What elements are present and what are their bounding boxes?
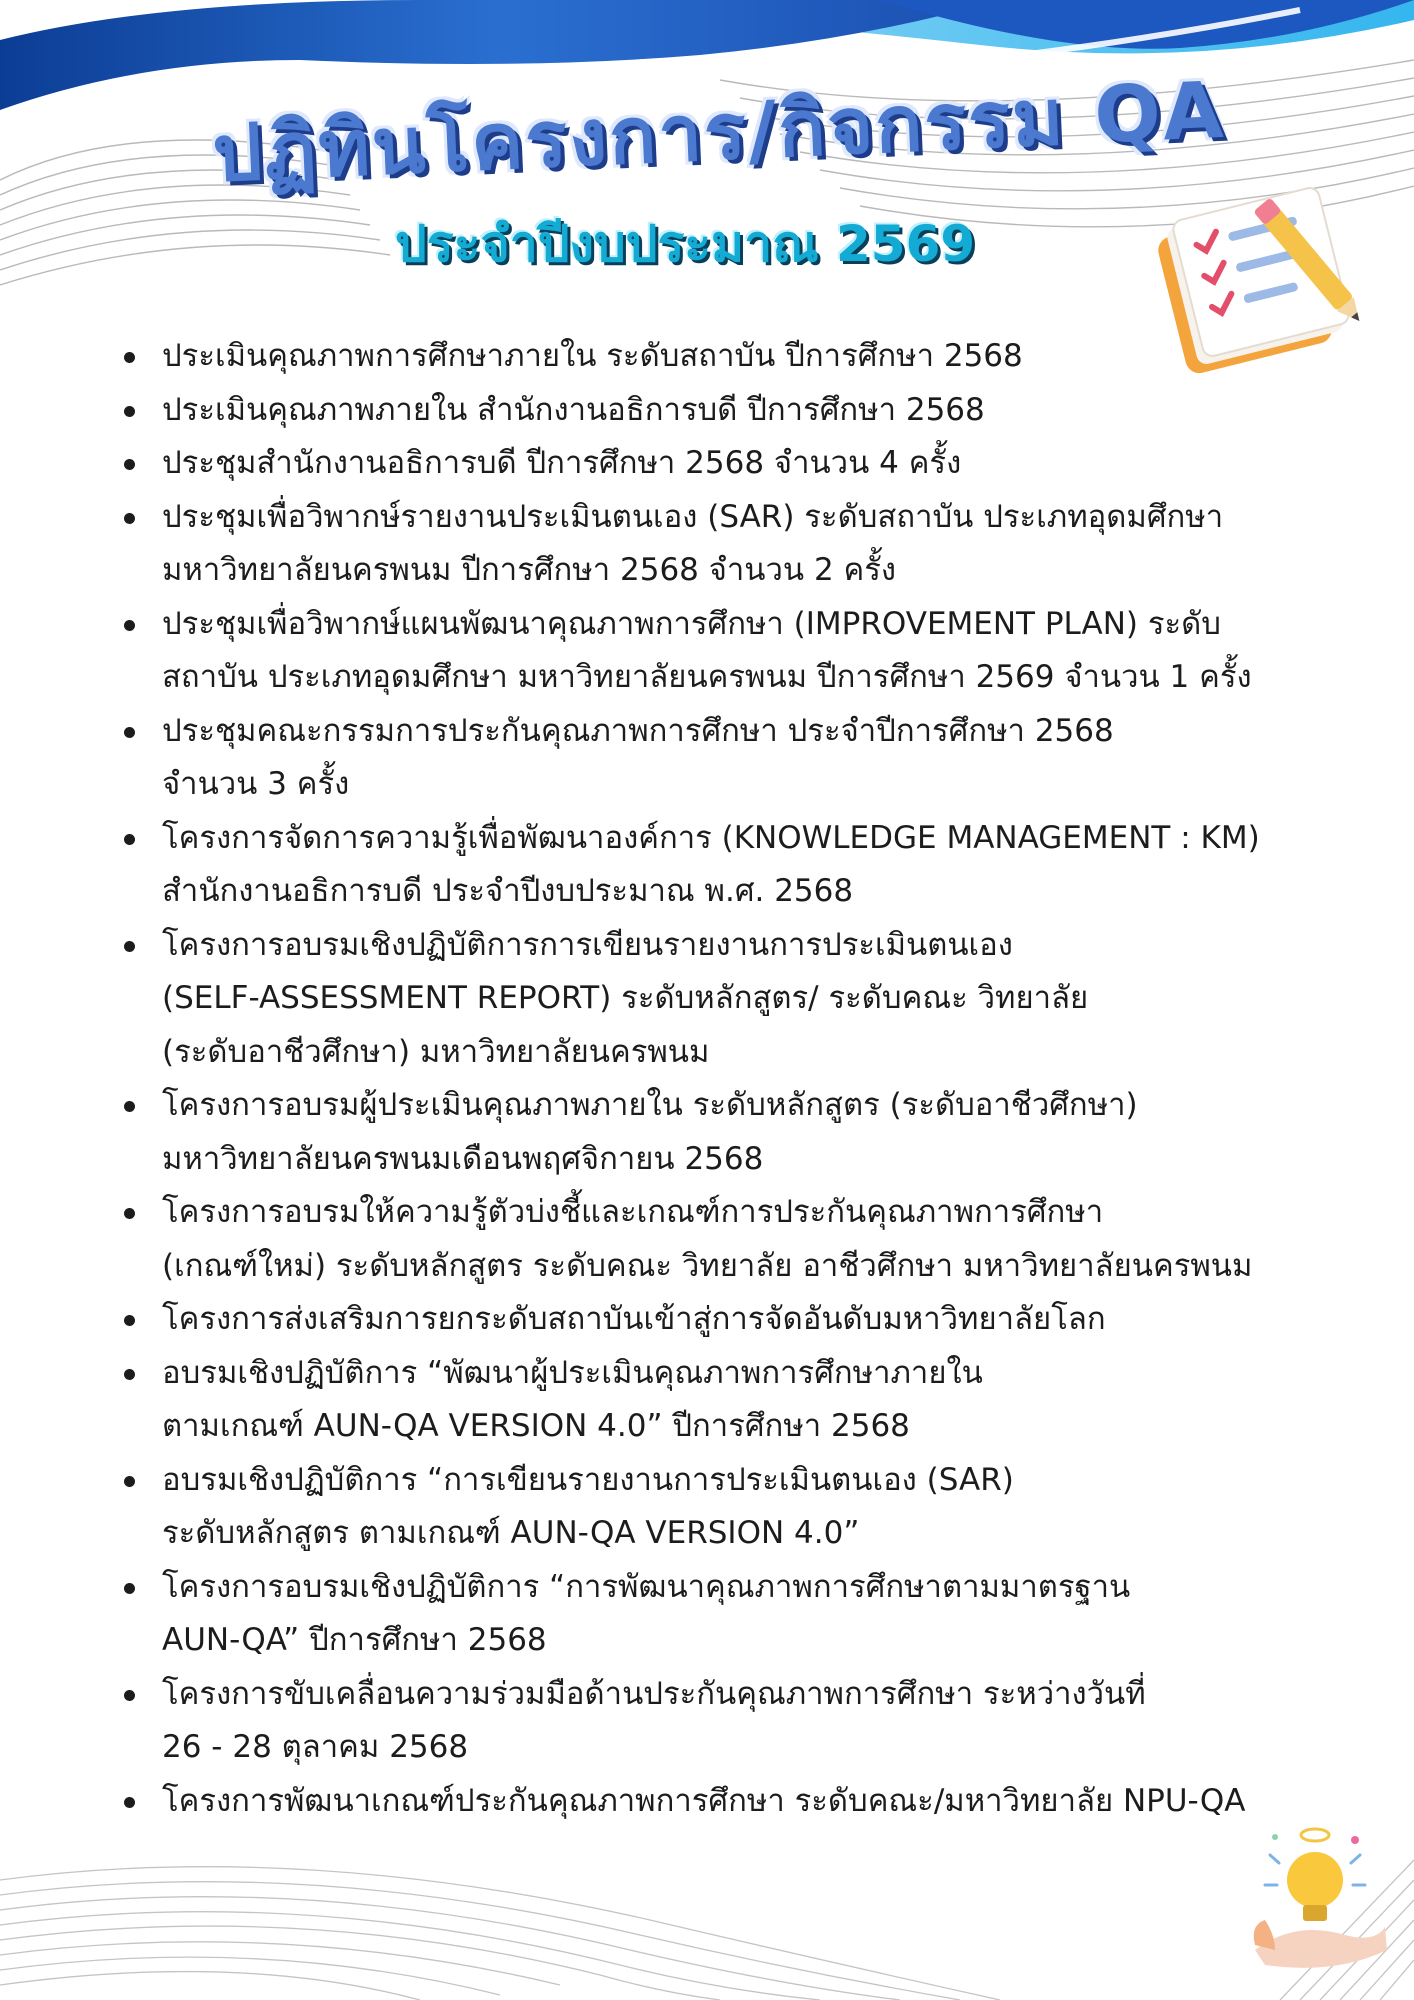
page-title: ปฏิทินโครงการ/กิจกรรม QA xyxy=(210,65,1228,200)
bottom-lines xyxy=(0,1867,1000,2000)
activity-line: AUN-QA” ปีการศึกษา 2568 xyxy=(162,1622,547,1658)
activity-item xyxy=(118,705,1348,812)
activity-line: ตามเกณฑ์ AUN-QA VERSION 4.0” ปีการศึกษา 2568 xyxy=(162,1408,910,1444)
activity-line: (เกณฑ์ใหม่) ระดับหลักสูตร ระดับคณะ วิทยาลัย อาชีวศึกษา มหาวิทยาลัยนครพนม xyxy=(162,1247,1253,1284)
activity-item xyxy=(118,437,1348,491)
activity-item xyxy=(118,1293,1348,1347)
bullet-icon xyxy=(124,1101,135,1112)
bullet-icon xyxy=(124,1583,135,1594)
activity-line: อบรมเชิงปฏิบัติการ “พัฒนาผู้ประเมินคุณภาพการศึกษาภายใน xyxy=(162,1354,983,1391)
activity-line: โครงการขับเคลื่อนความร่วมมือด้านประกันคุณภาพการศึกษา ระหว่างวันที่ xyxy=(162,1675,1146,1712)
activity-item xyxy=(118,812,1348,919)
activity-line: อบรมเชิงปฏิบัติการ “การเขียนรายงานการประเมินตนเอง (SAR) xyxy=(162,1461,1014,1498)
bullet-icon xyxy=(124,1690,135,1701)
activity-item xyxy=(118,919,1348,1080)
activity-line: (ระดับอาชีวศึกษา) มหาวิทยาลัยนครพนม xyxy=(162,1033,710,1070)
activity-line: ประชุมเพื่อวิพากษ์รายงานประเมินตนเอง (SAR) ระดับสถาบัน ประเภทอุดมศึกษา xyxy=(162,498,1224,535)
bullet-icon xyxy=(124,834,135,845)
activity-line: โครงการอบรมผู้ประเมินคุณภาพภายใน ระดับหลักสูตร (ระดับอาชีวศึกษา) xyxy=(162,1087,1138,1123)
bullet-icon xyxy=(124,1208,135,1219)
bullet-icon xyxy=(124,1797,135,1808)
activity-item xyxy=(118,491,1348,598)
activity-item xyxy=(118,1347,1348,1454)
lightbulb-hand-icon xyxy=(1235,1815,1395,1975)
bullet-icon xyxy=(124,459,135,470)
activity-line: ประชุมคณะกรรมการประกันคุณภาพการศึกษา ประจำปีการศึกษา 2568 xyxy=(162,712,1114,749)
activity-item xyxy=(118,384,1348,438)
bullet-icon xyxy=(124,1315,135,1326)
activity-line: โครงการอบรมเชิงปฏิบัติการการเขียนรายงานการประเมินตนเอง xyxy=(162,926,1013,963)
activity-item xyxy=(118,1775,1348,1829)
activity-line: มหาวิทยาลัยนครพนมเดือนพฤศจิกายน 2568 xyxy=(162,1140,764,1177)
activity-item xyxy=(118,1186,1348,1293)
activity-line: ระดับหลักสูตร ตามเกณฑ์ AUN-QA VERSION 4.0” xyxy=(162,1515,860,1551)
activity-item xyxy=(118,1454,1348,1561)
activity-line: โครงการจัดการความรู้เพื่อพัฒนาองค์การ (KNOWLEDGE MANAGEMENT : KM) xyxy=(162,819,1260,856)
bullet-icon xyxy=(124,620,135,631)
activity-line: ประเมินคุณภาพการศึกษาภายใน ระดับสถาบัน ปีการศึกษา 2568 xyxy=(162,338,1023,374)
activity-line: โครงการอบรมให้ความรู้ตัวบ่งชี้และเกณฑ์การประกันคุณภาพการศึกษา xyxy=(162,1194,1104,1230)
activity-line: มหาวิทยาลัยนครพนม ปีการศึกษา 2568 จำนวน 2 ครั้ง xyxy=(162,552,897,588)
activity-line: ประชุมสำนักงานอธิการบดี ปีการศึกษา 2568 จำนวน 4 ครั้ง xyxy=(162,445,962,481)
activity-list xyxy=(118,330,1348,1828)
bullet-icon xyxy=(124,352,135,363)
activity-line: โครงการพัฒนาเกณฑ์ประกันคุณภาพการศึกษา ระดับคณะ/มหาวิทยาลัย NPU-QA xyxy=(162,1782,1246,1819)
bullet-icon xyxy=(124,941,135,952)
activity-line: ประชุมเพื่อวิพากษ์แผนพัฒนาคุณภาพการศึกษา (IMPROVEMENT PLAN) ระดับ xyxy=(162,605,1221,642)
page-subtitle: ประจำปีงบประมาณ 2569 xyxy=(395,215,976,273)
activity-line: สำนักงานอธิการบดี ประจำปีงบประมาณ พ.ศ. 2568 xyxy=(162,873,854,909)
bullet-icon xyxy=(124,1476,135,1487)
activity-item xyxy=(118,330,1348,384)
activity-item xyxy=(118,1079,1348,1186)
activity-line: สถาบัน ประเภทอุดมศึกษา มหาวิทยาลัยนครพนม ปีการศึกษา 2569 จำนวน 1 ครั้ง xyxy=(162,659,1252,695)
activity-line: 26 - 28 ตุลาคม 2568 xyxy=(162,1729,469,1765)
activity-line: (SELF-ASSESSMENT REPORT) ระดับหลักสูตร/ ระดับคณะ วิทยาลัย xyxy=(162,980,1089,1016)
activity-line: ประเมินคุณภาพภายใน สำนักงานอธิการบดี ปีการศึกษา 2568 xyxy=(162,391,985,428)
bullet-icon xyxy=(124,727,135,738)
bullet-icon xyxy=(124,513,135,524)
activity-item xyxy=(118,1668,1348,1775)
activity-item xyxy=(118,1561,1348,1668)
bullet-icon xyxy=(124,406,135,417)
activity-line: โครงการอบรมเชิงปฏิบัติการ “การพัฒนาคุณภาพการศึกษาตามมาตรฐาน xyxy=(162,1568,1131,1605)
activity-line: โครงการส่งเสริมการยกระดับสถาบันเข้าสู่การจัดอันดับมหาวิทยาลัยโลก xyxy=(162,1301,1106,1337)
bullet-icon xyxy=(124,1369,135,1380)
activity-line: จำนวน 3 ครั้ง xyxy=(162,766,350,802)
activity-item xyxy=(118,598,1348,705)
